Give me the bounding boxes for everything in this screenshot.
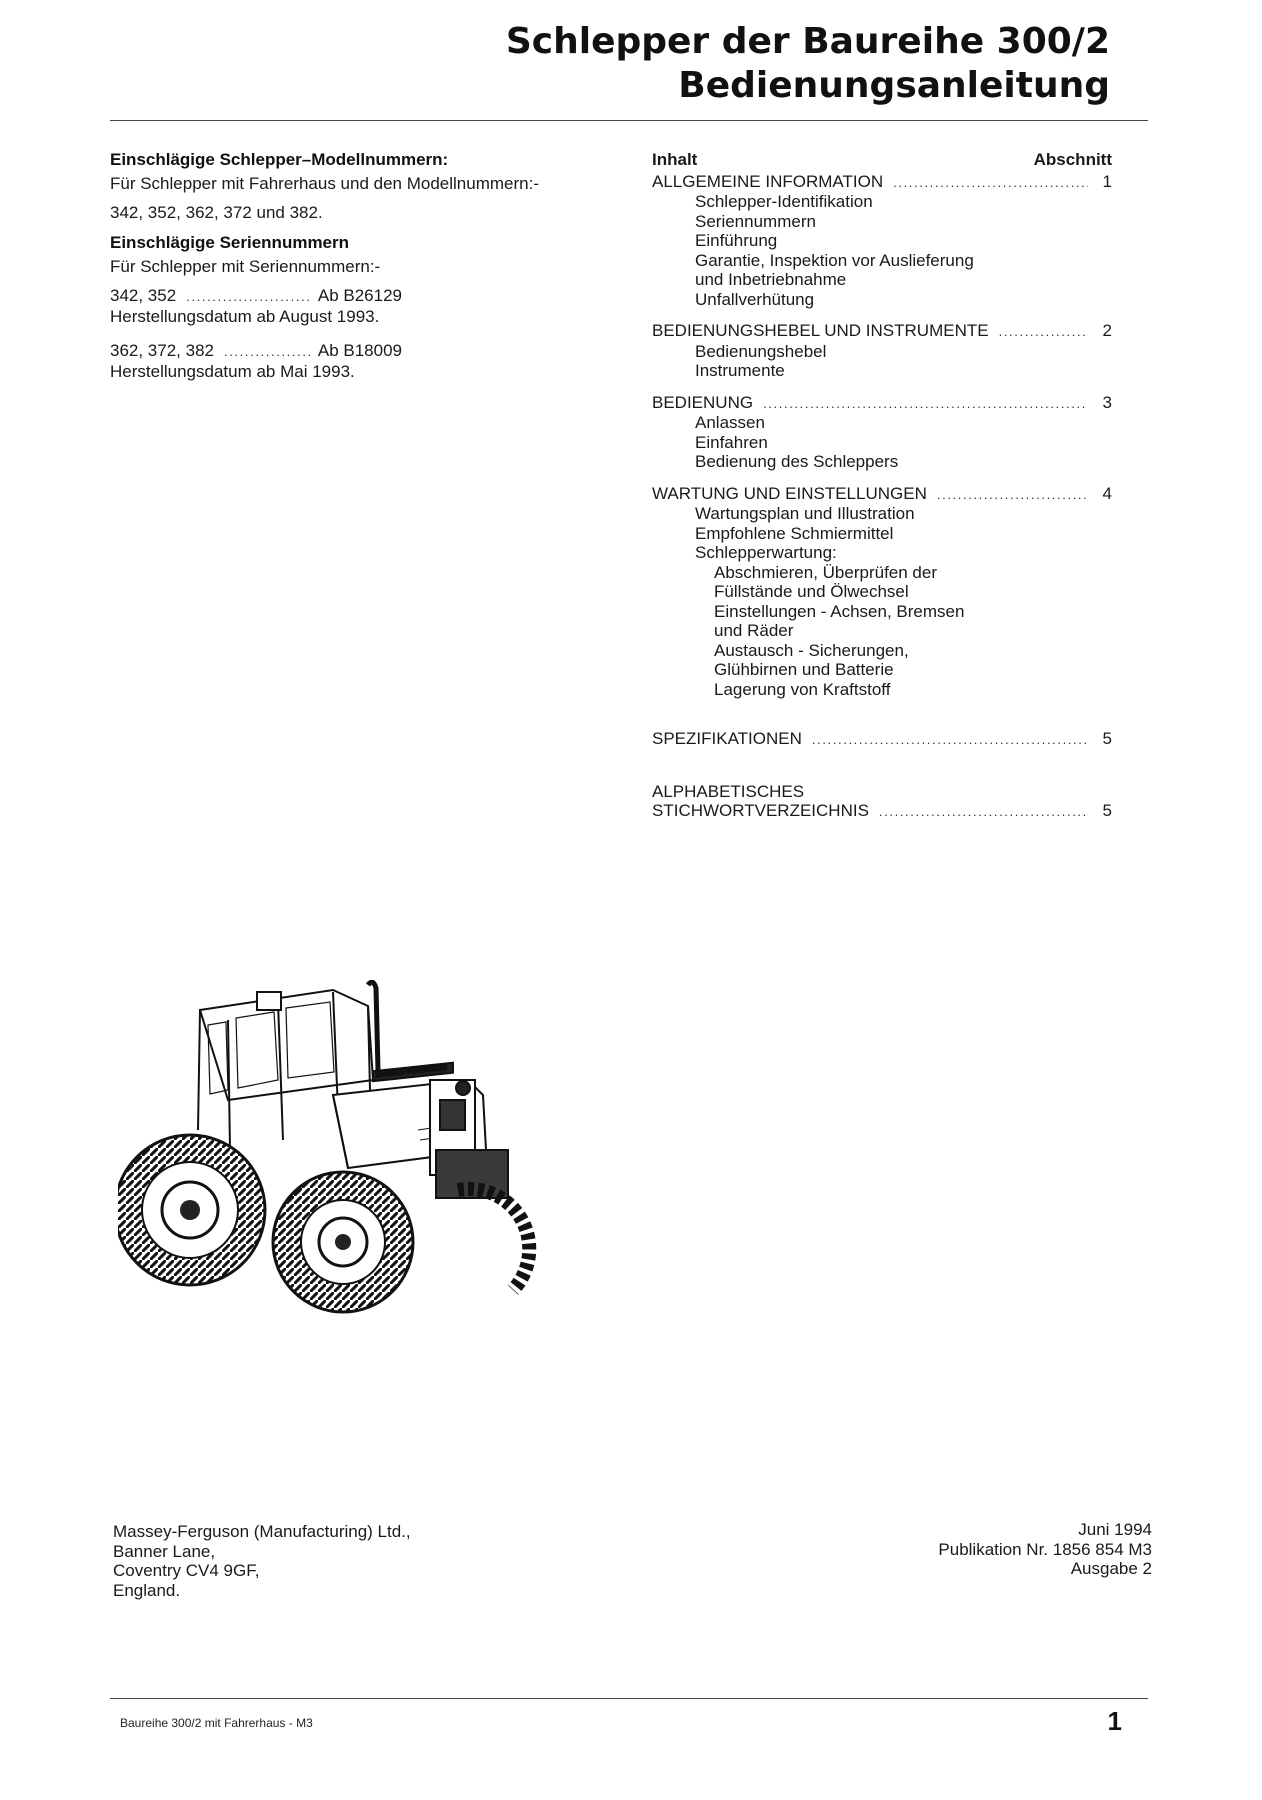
toc-entry-number: 5 <box>1102 801 1112 820</box>
front-wheel <box>273 1172 413 1312</box>
dot-leader <box>186 286 310 307</box>
serial-row-2 <box>110 341 402 362</box>
model-heading: Einschlägige Schlepper–Modellnummern: <box>110 150 449 169</box>
manufacturer-address <box>113 1522 411 1600</box>
document-title <box>506 20 1110 108</box>
title-line-2: Bedienungsanleitung <box>678 65 1110 106</box>
page-number: 1 <box>1107 1706 1122 1736</box>
toc-sub-sub-item: Füllstände und Ölwechsel <box>714 582 909 601</box>
dot-leader <box>937 484 1088 505</box>
toc-entry-6 <box>652 801 1112 822</box>
toc-entry-title: STICHWORTVERZEICHNIS <box>652 801 869 820</box>
toc-entry-title: WARTUNG UND EINSTELLUNGEN <box>652 483 927 503</box>
publication-number: Publikation Nr. 1856 854 M3 <box>938 1539 1152 1559</box>
address-line: England. <box>113 1580 181 1600</box>
toc-sub-item: Bedienung des Schleppers <box>695 452 899 471</box>
serial-1-models: 342, 352 <box>110 286 177 305</box>
footer-text: Baureihe 300/2 mit Fahrerhaus - M3 <box>120 1716 313 1730</box>
publication-info <box>938 1520 1152 1579</box>
toc-sub-item: Einfahren <box>695 432 768 452</box>
toc-entry-title: BEDIENUNG <box>652 392 754 412</box>
footer-rule <box>110 1698 1148 1699</box>
tractor-illustration <box>118 980 608 1325</box>
toc-entry-number: 5 <box>1102 729 1112 748</box>
toc-sub-item: Empfohlene Schmiermittel <box>695 523 894 543</box>
toc-header <box>652 150 1112 170</box>
toc-entry-number: 1 <box>1102 171 1112 191</box>
model-info <box>110 150 590 382</box>
toc-entry-2 <box>652 321 1112 342</box>
mirror-icon <box>257 992 281 1010</box>
publication-date: Juni 1994 <box>1078 1520 1152 1539</box>
dot-leader <box>999 321 1088 342</box>
serial-heading: Einschlägige Seriennummern <box>110 233 350 252</box>
serial-1-date: Herstellungsdatum ab August 1993. <box>110 307 380 326</box>
serial-1-value: Ab B26129 <box>317 286 402 305</box>
address-line: Banner Lane, <box>113 1541 216 1561</box>
toc-sub-item: Einführung <box>695 231 778 250</box>
toc-sub-sub-item: und Räder <box>714 621 794 640</box>
model-numbers: 342, 352, 362, 372 und 382. <box>110 203 323 222</box>
serial-2-models: 362, 372, 382 <box>110 341 214 360</box>
header-rule <box>110 120 1148 121</box>
toc-entry-6-line-1: ALPHABETISCHES <box>652 781 805 801</box>
toc-entry-title: BEDIENUNGSHEBEL UND INSTRUMENTE <box>652 321 989 340</box>
toc-sub-sub-item: Abschmieren, Überprüfen der <box>714 562 938 582</box>
dot-leader <box>812 729 1088 750</box>
front-grille <box>430 1080 508 1198</box>
dot-leader <box>224 341 310 362</box>
serial-2-date: Herstellungsdatum ab Mai 1993. <box>110 362 355 381</box>
toc-entry-title: ALLGEMEINE INFORMATION <box>652 171 884 191</box>
title-line-1: Schlepper der Baureihe 300/2 <box>505 21 1110 62</box>
model-intro: Für Schlepper mit Fahrerhaus und den Modellnummern:- <box>110 174 539 193</box>
toc-sub-item: Seriennummern <box>695 211 816 231</box>
serial-intro: Für Schlepper mit Seriennummern:- <box>110 257 381 276</box>
toc-entry-number: 4 <box>1102 483 1112 503</box>
toc-sub-item: Anlassen <box>695 413 765 432</box>
toc-sub-item: und Inbetriebnahme <box>695 270 847 289</box>
serial-2-value: Ab B18009 <box>317 341 402 360</box>
toc-sub-item: Schlepper-Identifikation <box>695 192 873 211</box>
toc-entry-number: 3 <box>1102 392 1112 412</box>
far-front-wheel <box>458 1189 529 1290</box>
brand-label: MASSEY-FERGUSON <box>376 1064 447 1079</box>
toc-entry-1 <box>652 172 1112 193</box>
table-of-contents <box>652 150 1112 822</box>
rear-wheel <box>118 1135 265 1285</box>
toc-sub-sub-item: Austausch - Sicherungen, <box>714 640 909 660</box>
toc-sub-item: Garantie, Inspektion vor Auslieferung <box>695 250 974 270</box>
toc-heading-section: Abschnitt <box>1033 150 1112 169</box>
toc-sub-item: Instrumente <box>695 361 785 380</box>
toc-sub-item: Unfallverhütung <box>695 289 815 309</box>
serial-row-1 <box>110 286 402 307</box>
dot-leader <box>879 801 1088 822</box>
toc-entry-4 <box>652 484 1112 505</box>
publication-edition: Ausgabe 2 <box>1070 1559 1152 1578</box>
toc-sub-item: Wartungsplan und Illustration <box>695 504 915 523</box>
toc-heading-contents: Inhalt <box>652 150 698 169</box>
toc-entry-5 <box>652 729 1112 750</box>
address-line: Coventry CV4 9GF, <box>113 1561 260 1580</box>
toc-entry-number: 2 <box>1102 321 1112 340</box>
toc-sub-item: Schlepperwartung: <box>695 543 837 562</box>
address-line: Massey-Ferguson (Manufacturing) Ltd., <box>113 1522 411 1541</box>
toc-entry-title: SPEZIFIKATIONEN <box>652 729 802 748</box>
dot-leader <box>893 172 1088 193</box>
toc-entry-3 <box>652 393 1112 414</box>
toc-sub-sub-item: Einstellungen - Achsen, Bremsen <box>714 601 965 621</box>
dot-leader <box>763 393 1088 414</box>
toc-sub-sub-item: Lagerung von Kraftstoff <box>714 679 891 699</box>
toc-sub-sub-item: Glühbirnen und Batterie <box>714 660 894 679</box>
toc-sub-item: Bedienungshebel <box>695 341 827 361</box>
